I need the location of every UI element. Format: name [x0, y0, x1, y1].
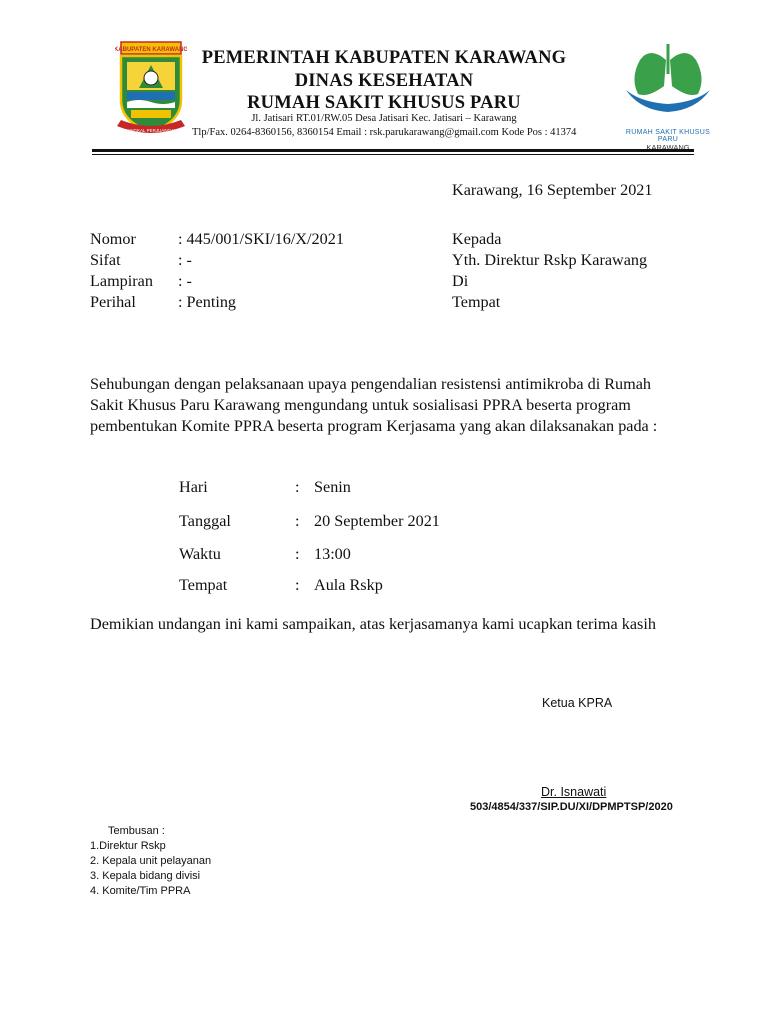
header-hospital: RUMAH SAKIT KHUSUS PARU	[247, 93, 521, 113]
place-date: Karawang, 16 September 2021	[452, 181, 653, 199]
event-sep: :	[295, 478, 300, 496]
meta-value: : -	[178, 251, 192, 269]
header-government: PEMERINTAH KABUPATEN KARAWANG	[201, 48, 567, 68]
body-line: Sehubungan dengan pelaksanaan upaya pengendalian resistensi antimikroba di Rumah	[90, 375, 652, 393]
header-contact: Tlp/Fax. 0264-8360156, 8360154 Email : rsk.parukarawang@gmail.com Kode Pos : 41374	[192, 127, 577, 138]
tembusan-item: 1.Direktur Rskp	[90, 840, 166, 852]
meta-row	[90, 229, 344, 250]
event-value: 20 September 2021	[314, 512, 440, 530]
event-row	[179, 478, 440, 512]
recipient-line: Kepada	[452, 230, 502, 248]
event-label: Hari	[179, 478, 208, 496]
recipient-line: Tempat	[452, 293, 501, 311]
recipient-block	[452, 229, 647, 313]
closing-sentence: Demikian undangan ini kami sampaikan, atas kerjasamanya kami ucapkan terima kasih	[90, 615, 656, 633]
event-label: Tempat	[179, 576, 228, 594]
event-value: Aula Rskp	[314, 576, 383, 594]
event-value: 13:00	[314, 545, 351, 563]
meta-label: Sifat	[90, 251, 121, 269]
tembusan-heading: Tembusan :	[108, 825, 165, 837]
meta-row	[90, 271, 344, 292]
body-line: pembentukan Komite PPRA beserta program Kerjasama yang akan dilaksanakan pada :	[90, 417, 658, 435]
body-paragraph	[90, 374, 730, 437]
event-row	[179, 512, 440, 545]
event-row	[179, 545, 440, 576]
recipient-line: Di	[452, 272, 469, 290]
event-value: Senin	[314, 478, 351, 496]
meta-label: Perihal	[90, 293, 136, 311]
event-sep: :	[295, 512, 300, 530]
tembusan-item: 4. Komite/Tim PPRA	[90, 885, 191, 897]
meta-value: : -	[178, 272, 192, 290]
tembusan-list	[90, 839, 211, 899]
tembusan-item: 3. Kepala bidang divisi	[90, 870, 201, 882]
header-rule-thin	[92, 154, 694, 155]
signature-name: Dr. Isnawati	[541, 785, 607, 799]
event-label: Tanggal	[179, 512, 231, 530]
svg-text:KABUPATEN KARAWANG: KABUPATEN KARAWANG	[115, 47, 187, 53]
signature-license: 503/4854/337/SIP.DU/XI/DPMPTSP/2020	[470, 801, 673, 813]
meta-row	[90, 292, 344, 313]
signature-title: Ketua KPRA	[542, 696, 613, 710]
meta-row	[90, 250, 344, 271]
meta-value: : 445/001/SKI/16/X/2021	[178, 230, 344, 248]
recipient-line: Yth. Direktur Rskp Karawang	[452, 251, 648, 269]
meta-value: : Penting	[178, 293, 237, 311]
tembusan-item: 2. Kepala unit pelayanan	[90, 855, 212, 867]
letter-meta	[90, 229, 344, 313]
event-sep: :	[295, 545, 300, 563]
header-rule-thick	[92, 149, 694, 152]
logo-caption-city: KARAWANG	[646, 143, 690, 152]
header-department: DINAS KESEHATAN	[294, 71, 474, 91]
event-label: Waktu	[179, 545, 221, 563]
svg-text:PANGKAL PERJUANGAN: PANGKAL PERJUANGAN	[124, 128, 178, 133]
header-address: Jl. Jatisari RT.01/RW.05 Desa Jatisari Kec. Jatisari – Karawang	[251, 113, 517, 124]
event-sep: :	[295, 576, 300, 594]
meta-label: Nomor	[90, 230, 136, 248]
event-row	[179, 576, 440, 606]
event-details	[179, 478, 440, 606]
meta-label: Lampiran	[90, 272, 153, 290]
body-line: Sakit Khusus Paru Karawang mengundang untuk sosialisasi PPRA beserta program	[90, 396, 631, 414]
logo-caption: RUMAH SAKIT KHUSUS PARU	[625, 129, 711, 143]
